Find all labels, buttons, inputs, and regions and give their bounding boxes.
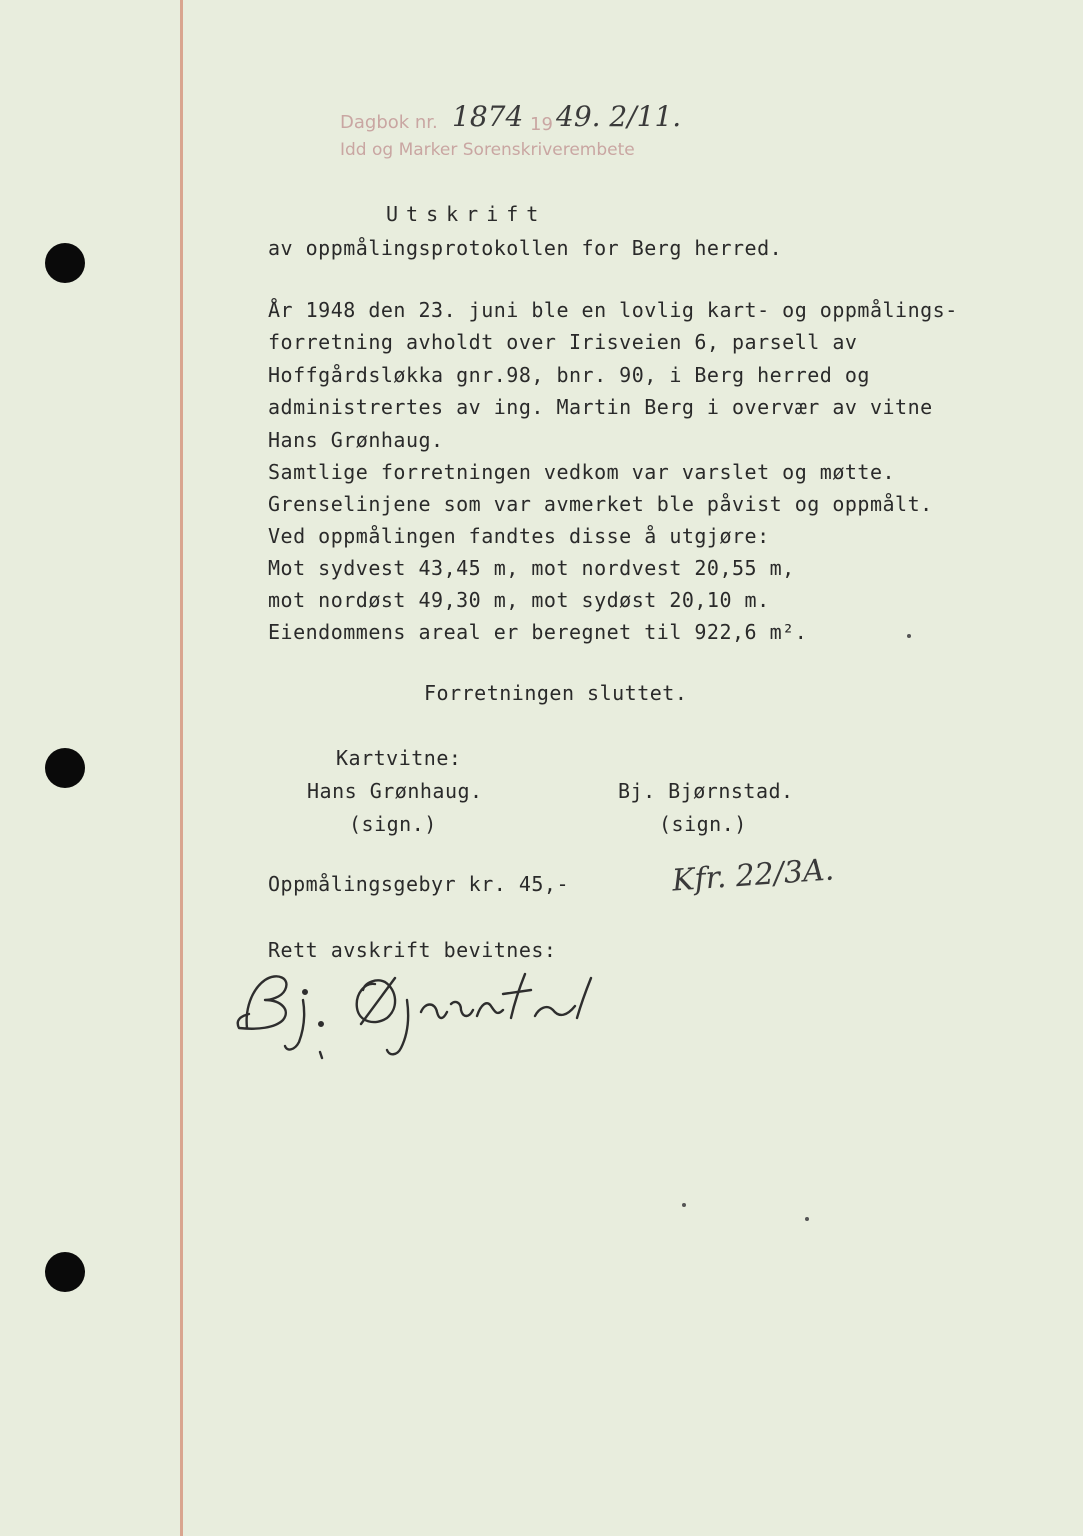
- witness-name: Hans Grønhaug.: [307, 779, 483, 803]
- red-margin-line: [180, 0, 183, 1536]
- body-line: forretning avholdt over Irisveien 6, parsell av: [268, 330, 858, 354]
- body-line: mot nordøst 49,30 m, mot sydøst 20,10 m.: [268, 588, 770, 612]
- body-line: År 1948 den 23. juni ble en lovlig kart- og oppmålings-: [268, 298, 958, 322]
- survey-fee: Oppmålingsgebyr kr. 45,-: [268, 872, 569, 896]
- scan-speck: [682, 1203, 686, 1207]
- witness-signed: (sign.): [349, 812, 437, 836]
- punch-hole-bottom: [45, 1252, 85, 1292]
- document-title: Utskrift: [386, 202, 547, 226]
- scan-speck: [907, 634, 911, 638]
- body-line: Eiendommens areal er beregnet til 922,6 m².: [268, 620, 808, 644]
- stamp-office: Idd og Marker Sorenskriverembete: [340, 140, 635, 160]
- body-line: Hoffgårdsløkka gnr.98, bnr. 90, i Berg herred og: [268, 363, 870, 387]
- body-line: administrertes av ing. Martin Berg i overvær av vitne: [268, 395, 933, 419]
- body-line: Ved oppmålingen fandtes disse å utgjøre:: [268, 524, 770, 548]
- stamp-number: 1874: [452, 100, 524, 133]
- body-line: Hans Grønhaug.: [268, 428, 444, 452]
- punch-hole-middle: [45, 748, 85, 788]
- body-line: Samtlige forretningen vedkom var varslet og møtte.: [268, 460, 896, 484]
- scan-speck: [805, 1217, 809, 1221]
- certification-line: Rett avskrift bevitnes:: [268, 938, 557, 962]
- surveyor-signed: (sign.): [659, 812, 747, 836]
- closing-line: Forretningen sluttet.: [424, 681, 688, 705]
- witness-heading: Kartvitne:: [336, 746, 462, 770]
- stamp-year-prefix: 19: [530, 114, 553, 135]
- stamp-year-date: 49. 2/11.: [556, 100, 682, 133]
- body-line: Grenselinjene som var avmerket ble påvist og oppmålt.: [268, 492, 933, 516]
- handwritten-signature: [225, 960, 625, 1060]
- punch-hole-top: [45, 243, 85, 283]
- stamp-label: Dagbok nr.: [340, 112, 438, 133]
- document-subtitle: av oppmålingsprotokollen for Berg herred.: [268, 236, 783, 260]
- handwritten-reference: Kfr. 22/3A.: [670, 852, 836, 899]
- surveyor-name: Bj. Bjørnstad.: [618, 779, 794, 803]
- body-line: Mot sydvest 43,45 m, mot nordvest 20,55 m,: [268, 556, 795, 580]
